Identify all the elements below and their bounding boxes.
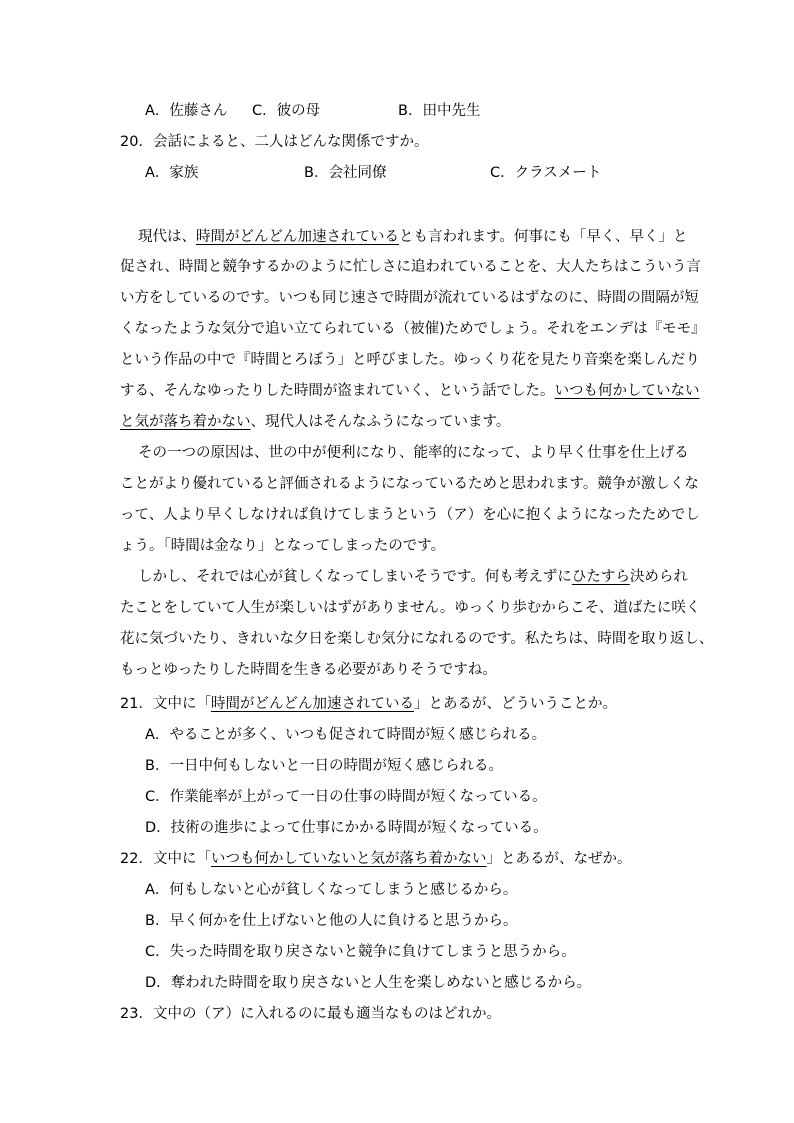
q22-option-a: A．何もしないと心が貧しくなってしまうと感じるから。 — [145, 882, 518, 898]
underlined-phrase: いつも何かしていない — [554, 383, 700, 399]
q19-option-c: C．彼の母 — [252, 103, 321, 119]
q22-option-c: C．失った時間を取り戻さないと競争に負けてしまうと思うから。 — [145, 944, 576, 960]
passage-line: い方をしているのです。いつも同じ速さで時間が流れているはずなのに、時間の間隔が短 — [120, 290, 699, 306]
passage-line: たことをしていて人生が楽しいはずがありません。ゆっくり歩むからこそ、道ばたに咲く — [120, 600, 701, 616]
passage-line: もっとゆったりした時間を生きる必要がありそうですね。 — [120, 662, 497, 678]
underlined-phrase: 時間がどんどん加速されている — [196, 229, 399, 245]
passage-line: という作品の中で『時間とろぼう」と呼びました。ゆっくり花を見たり音楽を楽しんだり — [120, 352, 700, 368]
passage-line: くなったような気分で追い立てられている（被催)ためでしょう。それをエンデは『モモ』 — [120, 321, 706, 337]
q21-option-d: D．技術の進歩によって仕事にかかる時間が短くなっている。 — [145, 820, 548, 836]
q20-option-c: C．クラスメート — [490, 165, 602, 181]
passage-line: 現代は、時間がどんどん加速されているとも言われます。何事にも「早く、早く」と — [138, 229, 688, 245]
q19-option-a: A．佐藤さん — [145, 103, 228, 119]
underlined-phrase: いつも何かしていないと気が落ち着かない — [210, 851, 487, 867]
passage-line: しかし、それでは心が貧しくなってしまいそうです。何も考えずにひたすら決められ — [138, 569, 688, 585]
passage-line: する、そんなゆったりした時間が盗まれていく、という話でした。いつも何かしていない — [120, 383, 700, 399]
q22-question: 22．文中に「いつも何かしていないと気が落ち着かない」とあるが、なぜか。 — [120, 851, 632, 867]
passage-line: その一つの原因は、世の中が便利になり、能率的になって、より早く仕事を仕上げる — [138, 445, 689, 461]
underlined-phrase: ひたすら — [571, 569, 630, 585]
passage-line: ことがより優れていると評価されるようになっているためと思われます。競争が激しくな — [120, 476, 699, 492]
passage-line: ょう。「時間は金なり」となってしまったのです。 — [120, 538, 446, 554]
q22-option-d: D．奪われた時間を取り戻さないと人生を楽しめないと感じるから。 — [145, 975, 592, 991]
q19-option-b: B．田中先生 — [398, 103, 481, 119]
q20-question: 20．会話によると、二人はどんな関係ですか。 — [120, 134, 429, 150]
q21-option-b: B．一日中何もしないと一日の時間が短く感じられる。 — [145, 758, 503, 774]
passage-line: って、人より早くしなければ負けてしまうという（ア）を心に抱くようになったためでし — [120, 507, 700, 523]
underlined-phrase: 時間がどんどん加速されている — [210, 696, 414, 712]
passage-line: と気が落ち着かない、現代人はそんなふうになっています。 — [120, 414, 511, 430]
passage-line: 花に気づいたり、きれいな夕日を楽しむ気分になれるのです。私たちは、時間を取り返し、 — [120, 631, 714, 647]
q21-question: 21．文中に「時間がどんどん加速されている」とあるが、どういうことか。 — [120, 696, 617, 712]
q23-question: 23．文中の（ア）に入れるのに最も適当なものはどれか。 — [120, 1006, 501, 1022]
q21-option-c: C．作業能率が上がって一日の仕事の時間が短くなっている。 — [145, 789, 547, 805]
q21-option-a: A．やることが多く、いつも促されて時間が短く感じられる。 — [145, 727, 547, 743]
underlined-phrase: と気が落ち着かない — [120, 414, 251, 430]
passage-line: 促され、時間と競争するかのように忙しさに追われていることを、大人たちはこういう言 — [120, 259, 701, 275]
q20-option-a: A．家族 — [145, 165, 199, 181]
q22-option-b: B．早く何かを仕上げないと他の人に負けると思うから。 — [145, 913, 518, 929]
q20-option-b: B．会社同僚 — [304, 165, 387, 181]
